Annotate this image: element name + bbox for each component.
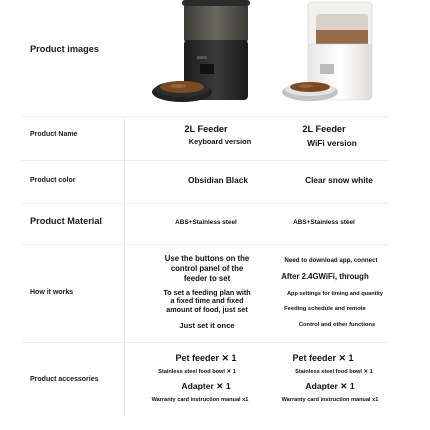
acc-col2-warranty: Warranty card instruction manual x1	[281, 397, 379, 403]
acc-col1-bowl: Stainless steel food bowl ✕ 1	[158, 369, 236, 375]
how-col1-line7: Just set it once	[179, 321, 235, 330]
color-col2: Clear snow white	[305, 175, 373, 185]
how-col1-line6: amount of food, just set	[166, 305, 248, 314]
how-col2-line1: Need to download app, connect	[284, 257, 378, 264]
label-how-it-works: How it works	[30, 289, 74, 296]
black-feeder-image	[150, 0, 260, 104]
how-col2-line2: After 2.4GWiFi, through	[281, 272, 369, 281]
material-col2: ABS+Stainless steel	[293, 219, 355, 226]
name-col2-title: 2L Feeder	[302, 124, 346, 134]
row-divider	[22, 244, 388, 245]
material-col1: ABS+Stainless steel	[175, 219, 237, 226]
white-feeder-image	[280, 0, 380, 104]
row-divider	[22, 203, 388, 204]
name-col2-version: WiFi version	[307, 138, 357, 148]
column-divider	[124, 116, 125, 416]
color-col1: Obsidian Black	[188, 175, 248, 185]
acc-col2-adapter: Adapter ✕ 1	[305, 381, 355, 391]
label-product-name: Product Name	[30, 131, 78, 138]
acc-col1-warranty: Warranty card instruction manual x1	[151, 397, 249, 403]
row-divider	[22, 160, 388, 161]
how-col1-line2: control panel of the	[170, 264, 244, 273]
label-product-images: Product images	[30, 44, 99, 54]
label-product-material: Product Material	[30, 216, 102, 226]
how-col1-line5: a fixed time and fixed	[170, 296, 244, 305]
how-col1-line1: Use the buttons on the	[164, 254, 250, 263]
name-col1-title: 2L Feeder	[184, 124, 228, 134]
acc-col2-feeder: Pet feeder ✕ 1	[292, 353, 354, 363]
name-col1-version: Keyboard version	[188, 137, 252, 146]
label-product-accessories: Product accessories	[30, 376, 99, 383]
row-divider	[22, 342, 388, 343]
how-col2-line5: Control and other functions	[298, 322, 376, 328]
acc-col1-adapter: Adapter ✕ 1	[181, 381, 231, 391]
acc-col2-bowl: Stainless steel food bowl ✕ 1	[295, 369, 373, 375]
how-col2-line3: App settings for timing and quantity	[286, 291, 384, 297]
how-col2-line4: Feeding schedule and remote	[284, 306, 366, 312]
label-product-color: Product color	[30, 177, 76, 184]
how-col1-line3: feeder to set	[183, 274, 231, 283]
how-col1-line4: To set a feeding plan with	[163, 288, 251, 297]
acc-col1-feeder: Pet feeder ✕ 1	[175, 353, 237, 363]
row-divider	[22, 116, 388, 117]
